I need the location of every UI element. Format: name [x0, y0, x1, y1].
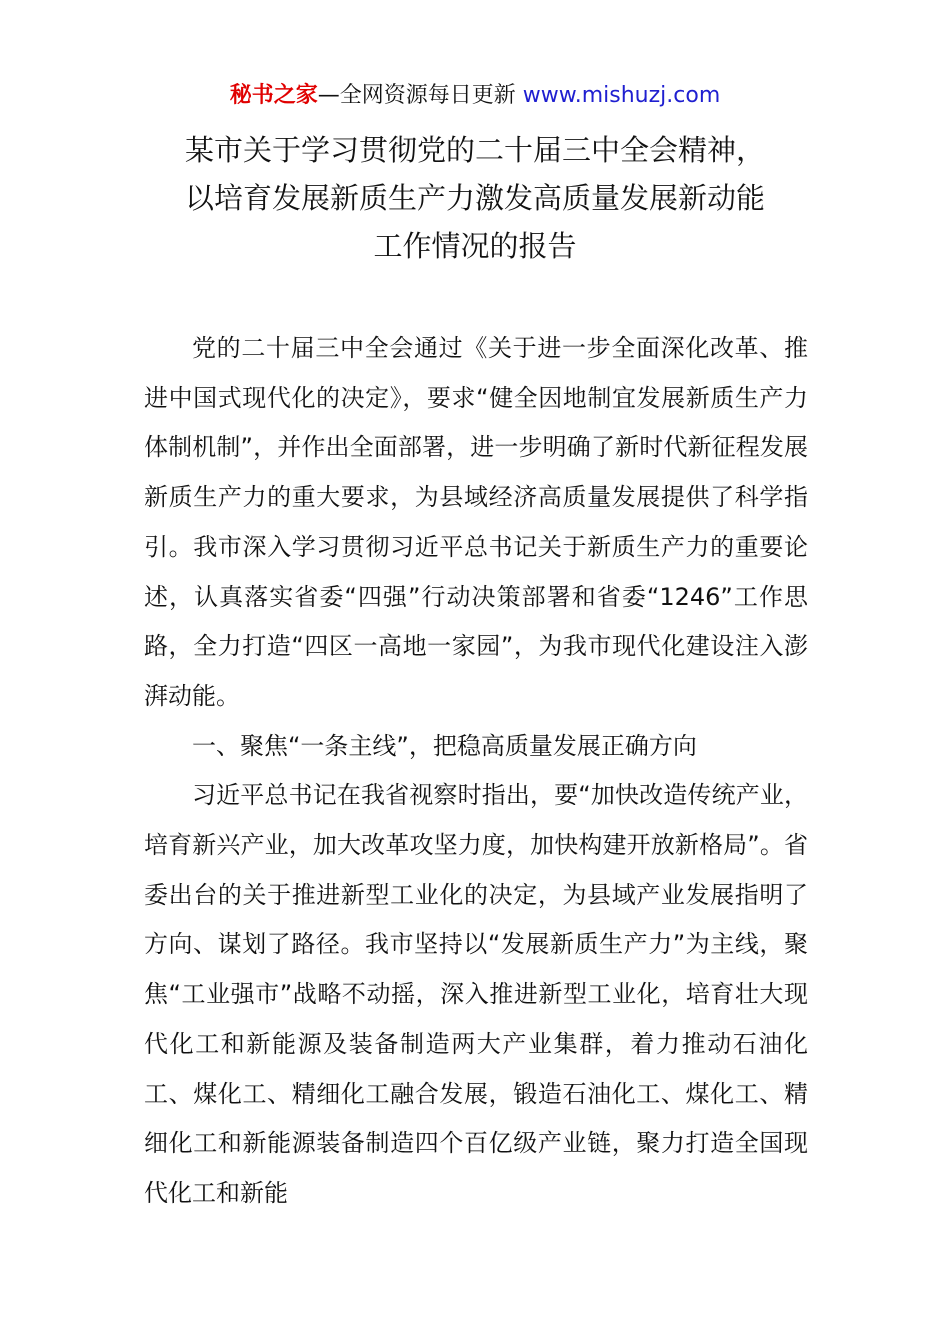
document-title	[100, 126, 850, 270]
title-line-3: 工作情况的报告	[373, 229, 577, 263]
document-body	[144, 324, 808, 1219]
title-line-1: 某市关于学习贯彻党的二十届三中全会精神，	[184, 133, 765, 167]
site-header	[0, 80, 950, 112]
title-line-2: 以培育发展新质生产力激发高质量发展新动能	[184, 181, 765, 215]
site-tagline: —全网资源每日更新	[317, 83, 523, 108]
section-heading-1: 一、聚焦“一条主线”，把稳高质量发展正确方向	[192, 731, 697, 760]
site-brand: 秘书之家	[229, 83, 318, 108]
paragraph-section-1: 习近平总书记在我省视察时指出，要“加快改造传统产业，培育新兴产业，加大改革攻坚力度，加快构建开放新格局”。省委出台的关于推进新型工业化的决定，为县域产业发展指明了方向、谋划了路径。我市坚持以“发展新质生产力”为主线，聚焦“工业强市”战略不动摇，深入推进新型工业化，培育壮大现代化工和新能源及装备制造两大产业集群，着力推动石油化工、煤化工、精细化工融合发展，锻造石油化工、煤化工、精细化工和新能源装备制造四个百亿级产业链，聚力打造全国现代化工和新能	[144, 781, 808, 1207]
site-url-link[interactable]: www.mishuzj.com	[522, 83, 721, 108]
paragraph-intro: 党的二十届三中全会通过《关于进一步全面深化改革、推进中国式现代化的决定》，要求“健全因地制宜发展新质生产力体制机制”，并作出全面部署，进一步明确了新时代新征程发展新质生产力的重大要求，为县域经济高质量发展提供了科学指引。我市深入学习贯彻习近平总书记关于新质生产力的重要论述，认真落实省委“四强”行动决策部署和省委“1246”工作思路，全力打造“四区一高地一家园”，为我市现代化建设注入澎湃动能。	[144, 334, 808, 710]
